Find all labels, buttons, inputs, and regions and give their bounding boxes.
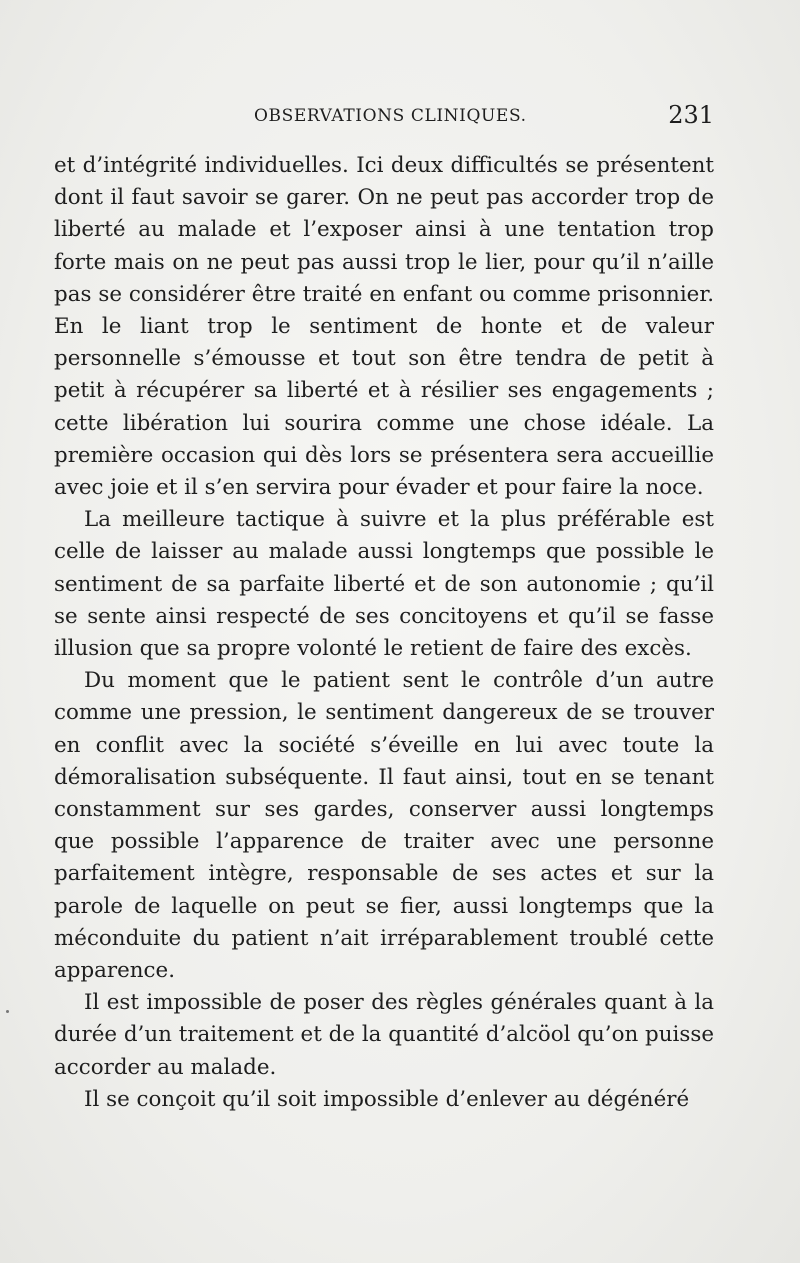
body-text (54, 150, 714, 1116)
paragraph-2: La meilleure tactique à suivre et la plus préférable est celle de laisser au malade aussi longtemps que possible le sentiment de sa parfaite liberté et de son autonomie ; qu’il se sente ainsi respecté de ses concitoyens et qu’il se fasse illusion que sa propre volonté le retient de faire des excès. (54, 507, 714, 662)
page-number: 231 (668, 101, 714, 129)
paragraph-5: Il se conçoit qu’il soit impossible d’enlever au dégénéré (84, 1086, 690, 1112)
running-head (54, 101, 714, 136)
paragraph-1: et d’intégrité individuelles. Ici deux difficultés se présentent dont il faut savoir se garer. On ne peut pas accorder trop de liberté au malade et l’exposer ainsi à une tentation trop forte mais on ne peut pas aussi trop le lier, pour qu’il n’aille pas se considérer être traité en enfant ou comme prisonnier. En le liant trop le sentiment de honte et de valeur personnelle s’émousse et tout son être tendra de petit à petit à récupérer sa liberté et à résilier ses engagements ; cette libération lui sourira comme une chose idéale. La première occasion qui dès lors se présentera sera accueillie avec joie et il s’en servira pour évader et pour faire la noce. (54, 153, 714, 501)
running-head-title: OBSERVATIONS CLINIQUES. (254, 106, 527, 126)
paragraph-3: Du moment que le patient sent le contrôle d’un autre comme une pression, le sentiment dangereux de se trouver en conflit avec la société s’éveille en lui avec toute la démoralisation subséquente. Il faut ainsi, tout en se tenant constamment sur ses gardes, conserver aussi longtemps que possible l’apparence de traiter avec une personne parfaitement intègre, responsable de ses actes et sur la parole de laquelle on peut se fier, aussi longtemps que la méconduite du patient n’ait irréparablement troublé cette apparence. (54, 668, 714, 984)
page-speck (6, 1010, 9, 1013)
paragraph-4: Il est impossible de poser des règles générales quant à la durée d’un traitement et de la quantité d’alcöol qu’on puisse accorder au malade. (54, 990, 714, 1080)
